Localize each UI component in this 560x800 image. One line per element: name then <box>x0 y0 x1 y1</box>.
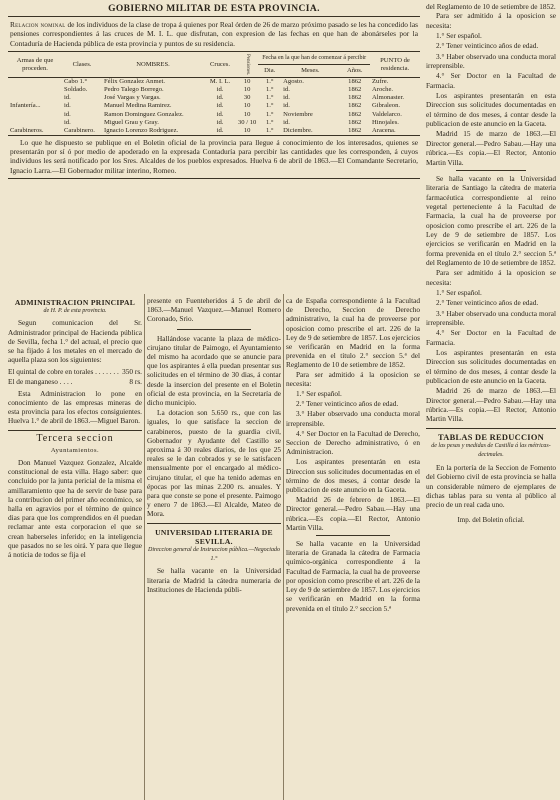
cell-clase: Soldado. <box>64 86 88 94</box>
cell-clase: id. <box>64 118 71 126</box>
applicants-paragraph: Los aspirantes presentarán en esta Direccion sus solicitudes documentadas en el término de dos meses, á contar desde la publicacion de este anuncio en la Gaceta. <box>426 91 556 129</box>
cell-clase: id. <box>64 110 71 118</box>
col-fecha: Fecha en la que han de comenzar á percibir <box>258 51 370 64</box>
requirement-item: 1.° Ser español. <box>436 287 482 297</box>
cell-arma <box>8 86 62 94</box>
section-heading: Tercera seccion <box>36 432 114 444</box>
admin-subheading: de H. P. de esta provincia. <box>43 308 107 315</box>
table-row <box>8 94 420 102</box>
price-row-copper <box>8 367 142 376</box>
cell-mes: Noviembre <box>283 110 313 118</box>
intro-text: de los individuos de la clase de tropa á quienes por Real órden de 26 de marzo próximo pasado se les ha concedido las pensiones correspondientes á las cruces de M. I. L. que disfrutan, con expresion de las fechas en que han de abonárseles por la Contaduría de Hacienda pública de esta provincia y puntos de su residencia. <box>10 20 418 48</box>
admin-paragraph: Segun comunicacion del Sr. Administrador principal de Hacienda pública de Sevilla, fecha 1.° del actual, el precio que se ha fijado á los metales en el mercado de aquella plaza son los siguientes: <box>8 318 142 365</box>
short-rule <box>456 170 526 171</box>
cell-arma <box>8 111 62 119</box>
cell-punto: Aracena. <box>372 126 396 134</box>
cell-nombre: Miguel Grau y Gray. <box>104 118 159 126</box>
col-clases: Clases. <box>62 51 102 77</box>
printer-footer: Imp. del Boletin oficial. <box>457 515 525 524</box>
col-meses: Meses. <box>281 65 339 78</box>
cell-dia: 1.° <box>265 86 274 94</box>
price-label: El de manganeso . . . . <box>8 376 73 386</box>
requirement-item: 3.° Haber observado una conducta moral irreprensible. <box>426 308 556 327</box>
requirement-item: 3.° Haber observado una conducta moral irreprensible. <box>286 409 420 428</box>
cell-pension: 10 <box>243 86 251 94</box>
cell-clase: id. <box>64 102 71 110</box>
reglamento-text: del Reglamento de 10 de setiembre de 1852. <box>426 2 556 11</box>
requirement-item: 4.° Ser Doctor en la Facultad de Farmacia. <box>426 328 556 347</box>
table-header-row <box>8 51 420 64</box>
derecho-vacancy: ca de España correspondiente á la Facultad de Derecho, Seccion de Derecho administrativo, la cual ha de proveerse por oposicion como prescribe el art. 226 de la Ley de 9 de setiembre de 1857. Los ejercicios se verificarán en Madrid en la forma prevenida en el título 2.° seccion 5.ª del Reglamento de 10 de setiembre de 1852. <box>286 296 420 370</box>
cell-ano: 1862 <box>348 110 362 118</box>
cell-ano: 1862 <box>348 118 362 126</box>
admin-notice: Esta Administracion lo pone en conocimiento de las empresas mineras de esta provincia para los efectos consiguientes. Huelva 1.° de abril de 1863.—Miguel Baron. <box>8 388 142 426</box>
requirements-intro: Para ser admitido á la oposicion se necesita: <box>286 369 420 388</box>
column-3 <box>286 294 420 800</box>
col-cruces: Cruces. <box>204 51 236 77</box>
cell-punto: Aroche. <box>372 86 394 94</box>
applicants-paragraph: Los aspirantes presentarán en esta Direccion sus solicitudes documentadas en el término de dos meses, á contar desde la publicacion de este anuncio en la Gaceta. <box>426 348 556 386</box>
cell-nombre: Ramon Dominguez Gonzalez. <box>104 110 184 118</box>
price-row-manganese <box>8 377 142 386</box>
cell-arma <box>8 94 62 102</box>
paimogo-notice: Hallándose vacante la plaza de médico-cirujano titular de Paimogo, el Ayuntamiento del mismo ha acordado que se anuncie para que los aspirantes á ella puedan presentar sus solicitudes en el término de 30 dias, á contar desde la insercion del presente en el Boletin oficial de esta provincia, en la Secretaría de dicho municipio. <box>147 333 281 408</box>
signature-paragraph: Madrid 26 de marzo de 1863.—El Director general.—Pedro Sabau.—Hay una rúbrica.—Es copia.—El Rector, Antonio Martin Villa. <box>426 386 556 424</box>
cell-arma <box>8 119 62 127</box>
cell-mes: id. <box>283 102 290 110</box>
right-column <box>426 0 556 800</box>
cell-dia: 1.° <box>265 110 274 118</box>
tablas-subheading: de las pesas y medidas de Castilla á las métricas-decimales. <box>431 443 551 459</box>
col-punto: PUNTO de residencia. <box>370 51 420 77</box>
cell-dia: 1.° <box>265 78 274 86</box>
cell-punto: Almonaster. <box>372 94 405 102</box>
cell-cruz: id. <box>216 102 224 110</box>
cell-mes: id. <box>283 86 290 94</box>
col-nombres: NOMBRES. <box>102 51 204 77</box>
fuenteheridos-signature: presente en Fuenteheridos á 5 de abril de 1863.—Manuel Vazquez.—Manuel Romero Coronado, Srio. <box>147 296 281 324</box>
cell-arma: Infantería... <box>10 102 41 110</box>
requirement-item: 4.° Ser Doctor en la Facultad de Derecho, Seccion de Derecho administrativo, ó en Administracion. <box>286 428 420 457</box>
tablas-paragraph: En la portería de la Seccion de Fomento del Gobierno civil de esta provincia se halla un considerable número de ejemplares de dichas tablas para su venta al público al precio de un real cada uno. <box>426 462 556 510</box>
cell-punto: Gibraleon. <box>372 102 401 110</box>
cell-nombre: Ignacio Lorenzo Rodriguez. <box>104 126 179 134</box>
cell-punto: Zufre. <box>372 78 389 86</box>
cell-pension: 30 / 10 <box>238 118 257 126</box>
section-rule <box>426 428 556 429</box>
cell-pension: 10 <box>243 102 251 110</box>
madrid-vacancy: Se halla vacante en la Universidad literaria de Madrid la cátedra numeraria de Instituciones de Hacienda públi- <box>147 566 281 594</box>
cell-nombre: José Vargas y Vargas. <box>104 94 161 102</box>
requirements-intro: Para ser admitido á la oposicion se necesita: <box>426 268 556 287</box>
cell-clase: Cabo 1.° <box>64 78 88 86</box>
requirement-item: 1.° Ser español. <box>436 31 482 41</box>
santiago-vacancy: Se halla vacante en la Universidad literaria de Santiago la cátedra de materia farmacéutica correspondiente al reino vegetal perteneciente á la Facultad de Farmacia, la cual ha de proveerse por oposicion como prescribe el art. 226 de la Ley de 9 de setiembre de 1857. Los ejercicios se verificarán en Madrid en la forma prevenida en el título 2.° seccion 5.ª del Reglamento de 10 de setiembre de 1852. <box>426 173 556 267</box>
short-rule <box>177 329 251 330</box>
cell-ano: 1862 <box>348 94 362 102</box>
column-divider <box>283 294 284 800</box>
cell-mes: Agosto. <box>283 78 304 86</box>
cell-cruz: id. <box>216 118 224 126</box>
cell-dia: 1.° <box>265 118 274 126</box>
cell-dia: 1.° <box>265 94 274 102</box>
cell-ano: 1862 <box>348 86 362 94</box>
cell-punto: Valdelarco. <box>372 110 402 118</box>
table-row <box>8 111 420 119</box>
tablas-heading: TABLAS DE REDUCCION <box>437 432 545 442</box>
title-rule <box>8 16 420 17</box>
signature-paragraph: Madrid 15 de marzo de 1863.—El Director general.—Pedro Sabau.—Hay una rúbrica.—Es copia.—El Rector, Antonio Martin Villa. <box>426 129 556 167</box>
short-rule <box>316 535 390 536</box>
requirement-item: 3.° Haber observado una conducta moral irreprensible. <box>426 51 556 71</box>
col-pensiones: Pensiones. <box>236 51 258 77</box>
cell-pension: 30 <box>243 94 251 102</box>
left-block <box>8 0 420 800</box>
cell-clase: id. <box>64 94 71 102</box>
col-armas: Armas de que proceden. <box>8 51 62 77</box>
cell-nombre: Manuel Medina Ramirez. <box>104 102 172 110</box>
cell-cruz: id. <box>216 86 224 94</box>
admin-heading: ADMINISTRACION PRINCIPAL <box>14 298 136 307</box>
cell-nombre: Félix Gonzalez Anmet. <box>104 78 165 86</box>
cell-mes: id. <box>283 94 290 102</box>
cell-dia: 1.° <box>265 102 274 110</box>
announcement-paragraph: Lo que he dispuesto se publique en el Boletin oficial de la provincia para llegue á conocimiento de los interesados, quienes se presentarán por sí ó por medio de apoderado en la expresada Contaduría para percibir las cantidades que les corresponden, á cuyos individuos les será notificado por los Sres. Alcaldes de los pueblos expresados. Huelva 6 de abril de 1863.—El Comandante Secretario, Ignacio Larra.—El Gobernador militar interino, Romeo. <box>10 137 418 175</box>
table-row <box>8 127 420 135</box>
section-rule <box>8 178 420 179</box>
requirement-item: 4.° Ser Doctor en la Facultad de Farmacia. <box>426 71 556 90</box>
applicants-paragraph: Los aspirantes presentarán en esta Direccion sus solicitudes documentadas en el término de dos meses, á contar desde la publicacion de este anuncio en la Gaceta. <box>286 457 420 495</box>
cell-dia: 1.° <box>265 126 274 134</box>
col-dia: Dia. <box>258 65 281 78</box>
cell-nombre: Pedro Talego Borrego. <box>104 86 164 94</box>
ayuntamientos-heading: Ayuntamientos. <box>50 446 100 454</box>
table-row <box>8 78 420 87</box>
cell-ano: 1862 <box>348 126 362 134</box>
requirement-item: 2.° Tener veinticinco años de edad. <box>436 41 539 51</box>
cell-clase: Carabinero. <box>64 126 95 134</box>
fuenteheridos-notice: Don Manuel Vazquez Gonzalez, Alcalde constitucional de esta villa. Hago saber: que concluido por la junta pericial de la misma el amillaramiento que ha de servir de base para la contribucion del primer año económico, se halla en agravios por el término de quince dias para que los comprendidos en él puedan reclamar ante esta corporacion el que se crean haberseles inferido; en la inteligencia que pasados no se les oirá. Y para que llegue á noticia de todos se fija el <box>8 458 142 560</box>
paimogo-salary: La dotacion son 5.650 rs., que con las iguales, lo que satisface la seccion de carabineros, puesto de la guardia civil, Gobernador y Ayudante del Castillo se aproxima á 30 reales diarios, de los que 25 reales se le dan cobrados y se le satisfacen mensualmente por el encargado al médico-cirujano titular, el que ha tenido ademas en épocas por las minas 2.200 rs. anuales. Y para que conste se pone el presente. Paimogo y enero 7 de 1863.—El Alcalde, Mateo de Mora. <box>147 408 281 519</box>
intro-paragraph <box>10 20 418 48</box>
three-column-area <box>8 294 420 800</box>
table-row <box>8 102 420 110</box>
university-subheading: Direccion general de Instruccion pública.—Negociado 1.° <box>148 547 280 563</box>
requirement-item: 1.° Ser español. <box>296 389 342 399</box>
requirements-intro: Para ser admitido á la oposicion se necesita: <box>426 11 556 30</box>
table-body <box>8 78 420 135</box>
cell-punto: Hinojales. <box>372 118 399 126</box>
intro-lead: Relacion nominal <box>10 20 66 29</box>
cell-arma <box>8 78 62 87</box>
section-rule <box>147 523 281 524</box>
table-rule <box>8 135 420 136</box>
cell-cruz: id. <box>216 94 224 102</box>
pension-table <box>8 51 420 135</box>
section-rule <box>8 430 142 431</box>
table-row <box>8 119 420 127</box>
price-value: 350 rs. <box>122 367 142 377</box>
university-heading: UNIVERSIDAD LITERARIA DE SEVILLA. <box>155 527 273 546</box>
col-anos: Años. <box>340 65 371 78</box>
granada-vacancy: Se halla vacante en la Universidad literaria de Granada la cátedra de Farmacia químico-orgánica correspondiente á la Facultad de Farmacia, la cual ha de proveerse por oposicion como prescribe el art. 226 de la Ley de 9 de setiembre de 1857. Los ejercicios se verificarán en Madrid en la forma prevenida en el título 2.° seccion 5.ª <box>286 539 420 613</box>
cell-mes: Diciembre. <box>283 126 313 134</box>
cell-arma: Carabineros. <box>10 126 44 134</box>
cell-pension: 10 <box>243 126 251 134</box>
cell-pension: 10 <box>243 110 251 118</box>
cell-mes: id. <box>283 118 290 126</box>
column-divider <box>144 294 145 800</box>
price-value: 8 rs. <box>129 376 142 386</box>
cell-cruz: id. <box>216 126 224 134</box>
signature-paragraph: Madrid 26 de febrero de 1863.—El Director general.—Pedro Sabau.—Hay una rúbrica.—Es copia.—El Rector, Antonio Martin Villa. <box>286 495 420 532</box>
page-title: GOBIERNO MILITAR DE ESTA PROVINCIA. <box>108 4 320 14</box>
cell-ano: 1862 <box>348 102 362 110</box>
cell-cruz: M. I. L. <box>209 78 231 86</box>
cell-ano: 1862 <box>348 78 362 86</box>
column-1 <box>8 294 142 800</box>
table-row <box>8 86 420 94</box>
requirement-item: 2.° Tener veinticinco años de edad. <box>296 399 399 409</box>
column-2 <box>147 294 281 800</box>
requirement-item: 2.° Tener veinticinco años de edad. <box>436 298 539 308</box>
price-label: El quintal de cobre en torales . . . . . . . <box>8 367 119 377</box>
cell-pension: 10 <box>243 78 251 86</box>
cell-cruz: id. <box>216 110 224 118</box>
